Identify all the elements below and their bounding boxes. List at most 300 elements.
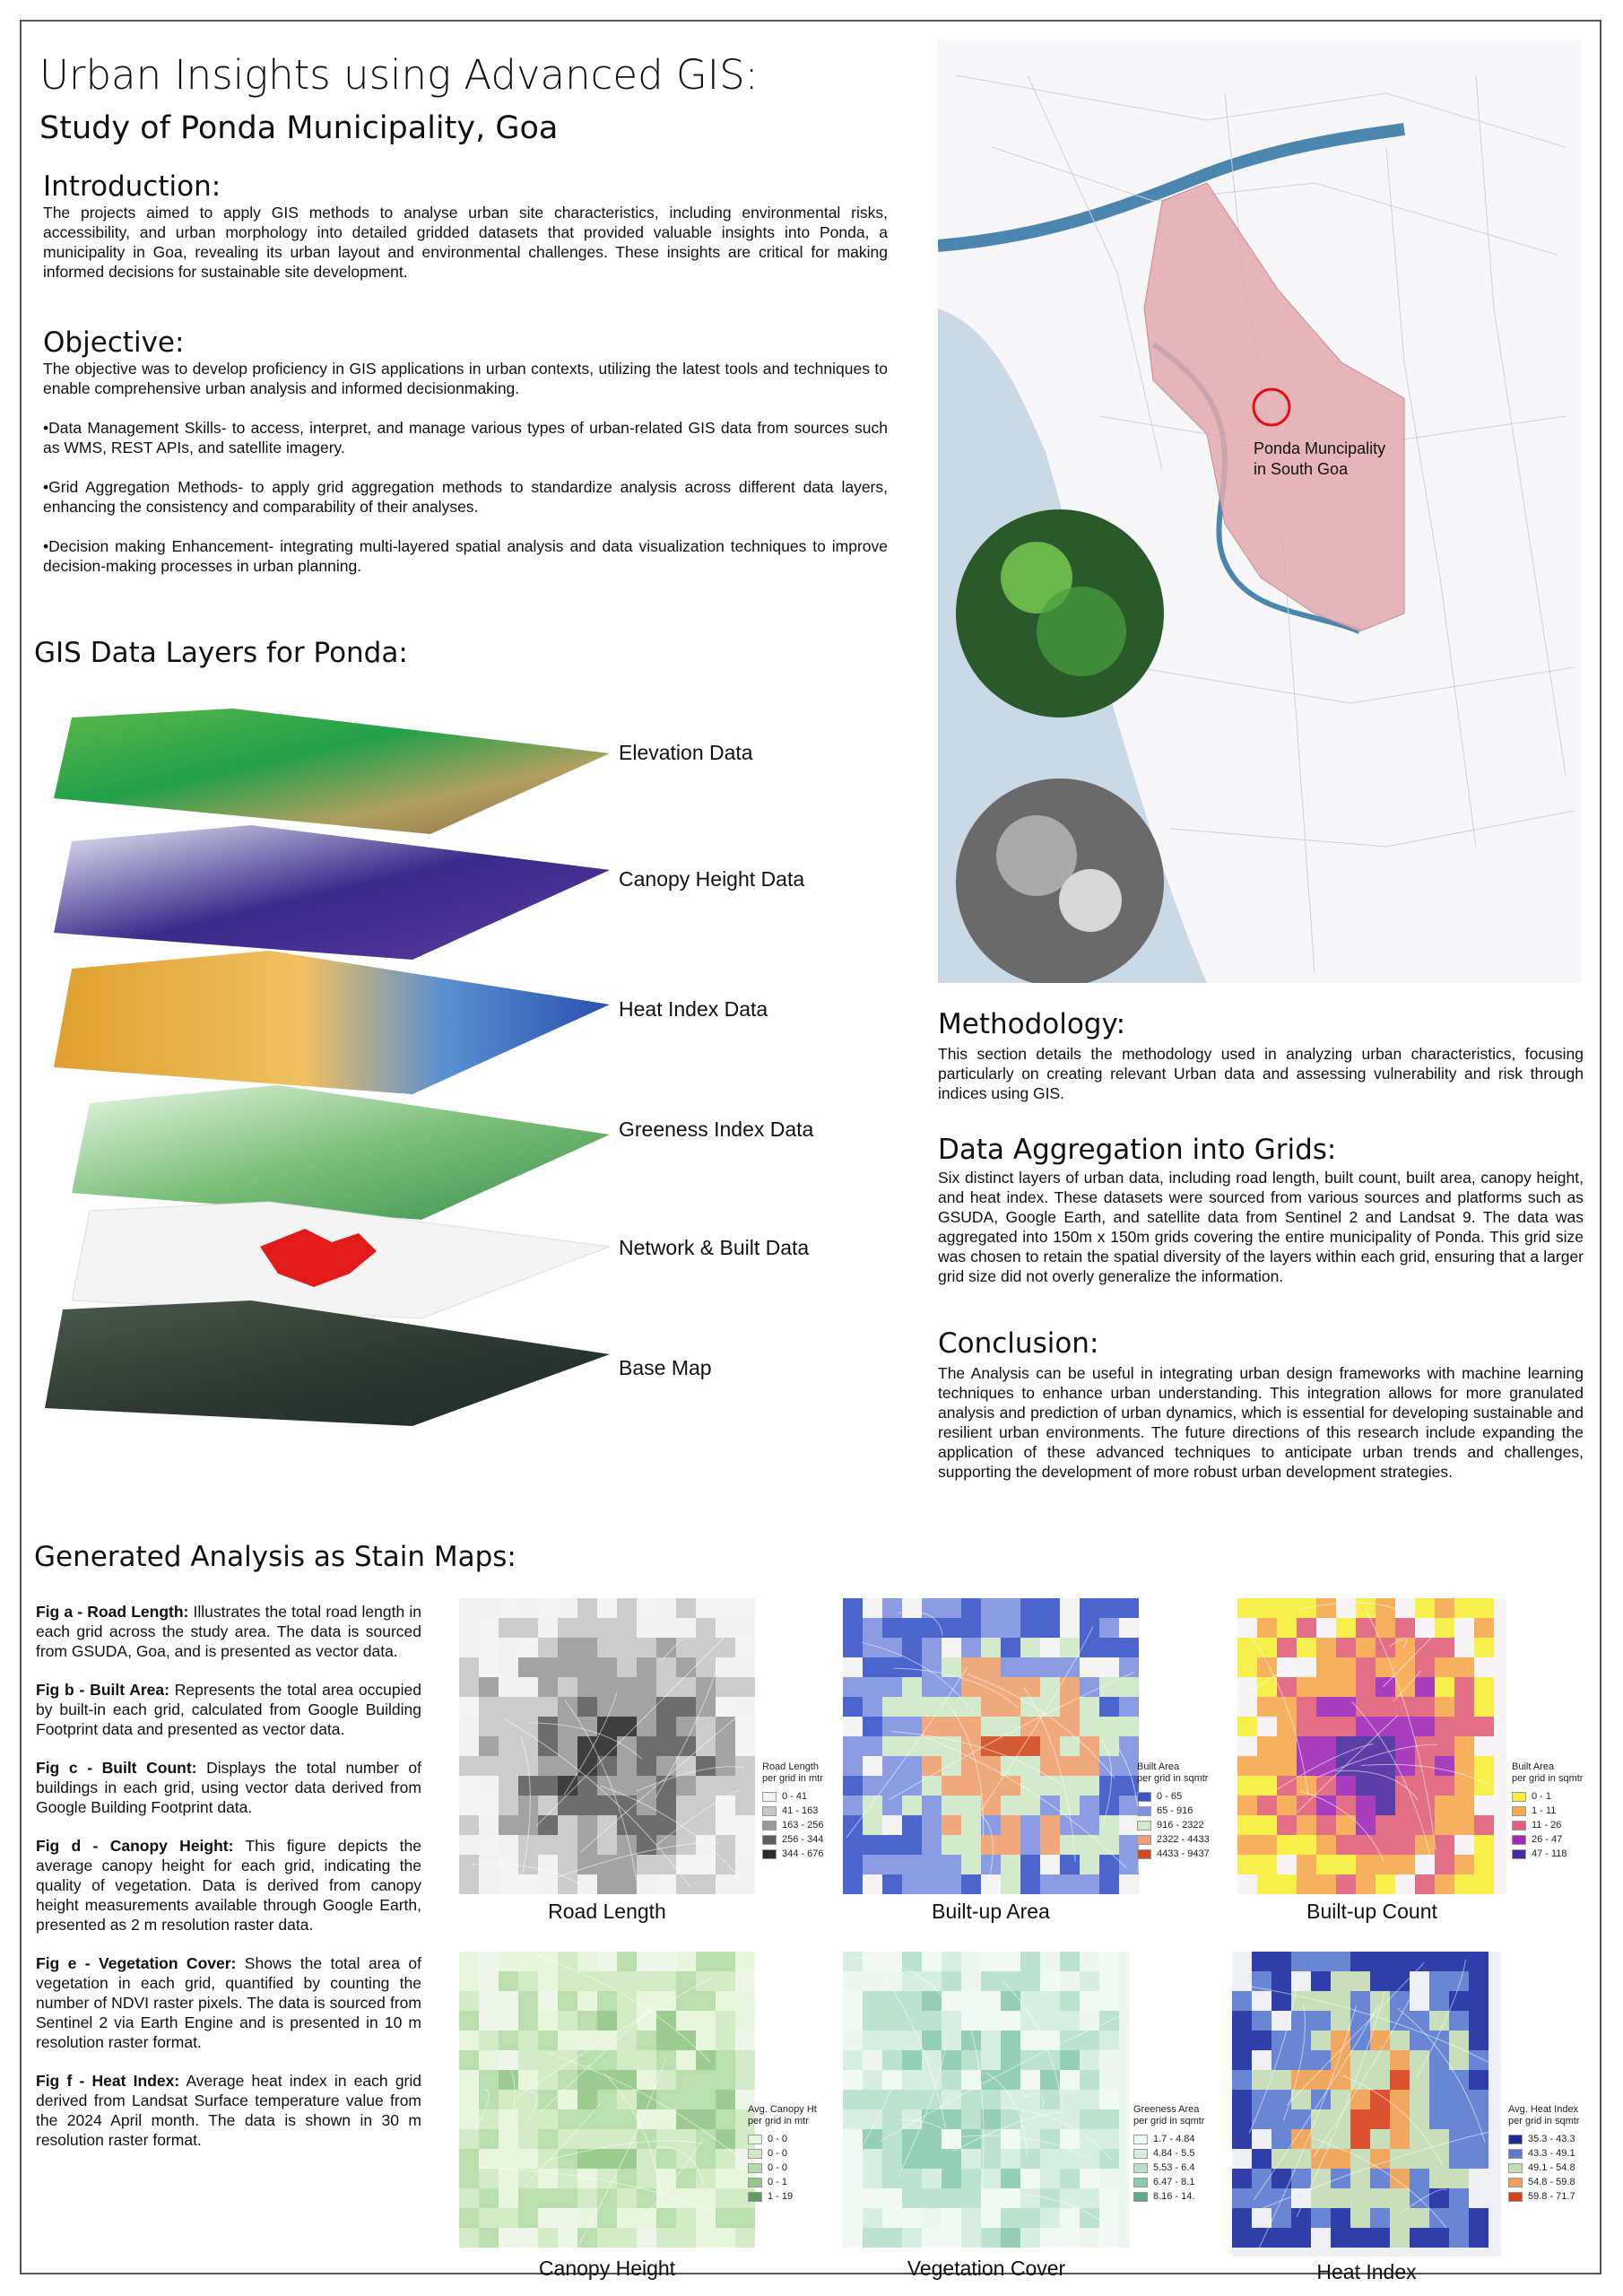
grid-cell — [656, 1717, 676, 1736]
grid-cell — [1390, 2011, 1410, 2031]
legend-entry — [1512, 1789, 1584, 1804]
grid-cell — [1395, 1756, 1415, 1776]
grid-cell — [1376, 1874, 1395, 1894]
grid-cell — [882, 2090, 902, 2109]
grid-cell — [617, 1618, 637, 1638]
grid-cell — [1232, 1991, 1252, 2011]
grid-cell — [1356, 1697, 1376, 1717]
grid-cell — [1435, 1598, 1454, 1618]
grid-cell — [499, 1776, 518, 1796]
grid-cell — [696, 1991, 716, 2011]
grid-cell — [942, 2011, 961, 2031]
legend-entry — [1512, 1818, 1584, 1832]
grid-cell — [1469, 2011, 1488, 2031]
grid-cell — [696, 1776, 716, 1796]
grid-cell — [656, 1736, 676, 1756]
grid-cell — [1020, 1598, 1040, 1618]
grid-cell — [1429, 2129, 1449, 2149]
grid-cell — [1435, 1657, 1454, 1677]
legend-entry — [1508, 2146, 1591, 2161]
grid-cell — [499, 1971, 518, 1991]
legend-swatch — [1508, 2149, 1523, 2159]
grid-cell — [1415, 1638, 1435, 1657]
grid-cell — [1390, 2090, 1410, 2109]
grid-cell — [922, 2129, 942, 2149]
grid-cell — [1257, 1697, 1277, 1717]
grid-cell — [1449, 2169, 1469, 2188]
grid-cell — [1001, 1677, 1020, 1697]
grid-cell — [1099, 1776, 1119, 1796]
map-label-line1: Ponda Muncipality — [1254, 439, 1386, 457]
grid-cell — [1080, 1736, 1099, 1756]
grid-cell — [459, 2031, 479, 2050]
grid-cell — [459, 2169, 479, 2188]
grid-cell — [1297, 1756, 1316, 1776]
conclusion-text: The Analysis can be useful in integrating urban design frameworks with machine learning techniques to enhance urban understanding. This integration allows for more granulated analysis and prediction of urban dynamics, which is essential for developing sustainable and resilient urban environments. The future directions of this research include expanding the application of these advanced techniques to anticipate urban trends and challenges, supporting the development of more robust urban development strategies. — [938, 1364, 1584, 1481]
grid-cell — [1350, 2208, 1370, 2228]
grid-cell — [1040, 1717, 1060, 1736]
grid-cell — [863, 2208, 882, 2228]
grid-cell — [1454, 1717, 1474, 1736]
grid-cell — [538, 2109, 558, 2129]
road-length-grid — [459, 1598, 755, 1894]
layer-label-heat: Heat Index Data — [619, 997, 768, 1021]
objective-bullet: •Data Management Skills- to access, interpret, and manage various types of urban-related GIS data from sources such as WMS, REST APIs, and satellite imagery. — [43, 419, 888, 457]
grid-cell — [942, 2169, 961, 2188]
grid-cell — [1474, 1638, 1494, 1657]
grid-cell — [1469, 1952, 1488, 1971]
grid-cell — [1316, 1717, 1336, 1736]
grid-cell — [637, 2031, 656, 2050]
grid-cell — [637, 1618, 656, 1638]
grid-cell — [459, 1991, 479, 2011]
legend-label: 344 - 676 — [782, 1848, 824, 1859]
caption-road-length: Road Length — [548, 1900, 666, 1923]
grid-cell — [1350, 2109, 1370, 2129]
grid-cell — [1395, 1815, 1415, 1835]
grid-cell — [656, 1971, 676, 1991]
grid-cell — [1060, 1736, 1080, 1756]
grid-cell — [577, 1638, 597, 1657]
grid-cell — [1271, 2149, 1291, 2169]
grid-cell — [882, 2129, 902, 2149]
grid-cell — [882, 2228, 902, 2248]
grid-cell — [1350, 2129, 1370, 2149]
legend-swatch — [1137, 1835, 1151, 1845]
grid-cell — [1277, 1677, 1297, 1697]
grid-cell — [499, 1638, 518, 1657]
grid-cell — [1291, 2208, 1311, 2228]
caption-built-area: Built-up Area — [932, 1900, 1050, 1923]
grid-cell — [863, 1776, 882, 1796]
legend-swatch — [1512, 1821, 1526, 1831]
stain-map-heat-index — [1232, 1952, 1580, 2283]
grid-cell — [922, 2011, 942, 2031]
grid-cell — [577, 1697, 597, 1717]
legend-label: 256 - 344 — [782, 1833, 824, 1845]
grid-cell — [538, 1618, 558, 1638]
grid-cell — [1237, 1815, 1257, 1835]
grid-cell — [1080, 1638, 1099, 1657]
heat-index-grid — [1232, 1952, 1501, 2257]
grid-cell — [1119, 1677, 1139, 1697]
grid-cell — [922, 1638, 942, 1657]
caption-vegetation-cover: Vegetation Cover — [907, 2257, 1066, 2280]
grid-cell — [637, 1657, 656, 1677]
grid-cell — [459, 1835, 479, 1855]
grid-cell — [617, 1952, 637, 1971]
grid-cell — [676, 2090, 696, 2109]
grid-cell — [1099, 1971, 1119, 1991]
grid-cell — [843, 1736, 863, 1756]
grid-cell — [577, 1991, 597, 2011]
grid-cell — [479, 2129, 499, 2149]
grid-cell — [922, 1717, 942, 1736]
grid-cell — [902, 1776, 922, 1796]
grid-cell — [1376, 1815, 1395, 1835]
grid-cell — [961, 2169, 981, 2188]
grid-cell — [981, 2188, 1001, 2208]
grid-cell — [1376, 1796, 1395, 1815]
grid-cell — [538, 1677, 558, 1697]
legend-entry — [762, 1818, 834, 1832]
grid-cell — [1336, 1874, 1356, 1894]
grid-cell — [1060, 1991, 1080, 2011]
grid-cell — [1020, 2169, 1040, 2188]
grid-cell — [696, 2169, 716, 2188]
grid-cell — [961, 1835, 981, 1855]
grid-cell — [1429, 2070, 1449, 2090]
grid-cell — [597, 1796, 617, 1815]
legend-label: 35.3 - 43.3 — [1528, 2133, 1575, 2144]
grid-cell — [1429, 1971, 1449, 1991]
grid-cell — [1291, 2090, 1311, 2109]
grid-cell — [882, 1855, 902, 1874]
objective-heading: Objective: — [43, 326, 185, 359]
grid-cell — [499, 2208, 518, 2228]
grid-cell — [942, 2070, 961, 2090]
grid-cell — [1316, 1835, 1336, 1855]
grid-cell — [1001, 2109, 1020, 2129]
grid-cell — [1376, 1638, 1395, 1657]
grid-cell — [843, 2169, 863, 2188]
legend-label: 8.16 - 14. — [1153, 2190, 1195, 2202]
legend-swatch — [1133, 2135, 1148, 2144]
grid-cell — [597, 1657, 617, 1677]
grid-cell — [735, 1697, 755, 1717]
grid-cell — [1020, 2050, 1040, 2070]
grid-cell — [479, 1717, 499, 1736]
grid-cell — [499, 2129, 518, 2149]
grid-cell — [1040, 1618, 1060, 1638]
legend-label: 0 - 0 — [768, 2161, 788, 2173]
legend-entry — [748, 2132, 829, 2146]
base-map-layer — [45, 1300, 610, 1426]
grid-cell — [676, 1657, 696, 1677]
grid-cell — [843, 1855, 863, 1874]
grid-cell — [656, 2031, 676, 2050]
grid-cell — [1040, 2169, 1060, 2188]
grid-cell — [1060, 2129, 1080, 2149]
grid-cell — [696, 2031, 716, 2050]
grid-cell — [1060, 1697, 1080, 1717]
grid-cell — [538, 2031, 558, 2050]
grid-cell — [1099, 2031, 1119, 2050]
grid-cell — [499, 2169, 518, 2188]
grid-cell — [1336, 1835, 1356, 1855]
grid-cell — [676, 2050, 696, 2070]
grid-cell — [1469, 1971, 1488, 1991]
legend-label: 65 - 916 — [1157, 1805, 1193, 1816]
grid-cell — [1331, 2090, 1350, 2109]
grid-cell — [479, 1855, 499, 1874]
methodology-heading: Methodology: — [938, 1008, 1126, 1040]
grid-cell — [1099, 1697, 1119, 1717]
grid-cell — [1271, 2070, 1291, 2090]
grid-cell — [1449, 1991, 1469, 2011]
grid-cell — [518, 1952, 538, 1971]
legend-entry — [1137, 1818, 1218, 1832]
grid-cell — [637, 1815, 656, 1835]
grid-cell — [1376, 1657, 1395, 1677]
grid-cell — [558, 1835, 577, 1855]
grid-cell — [1277, 1796, 1297, 1815]
grid-cell — [1080, 2070, 1099, 2090]
grid-cell — [597, 1874, 617, 1894]
grid-cell — [1429, 1991, 1449, 2011]
grid-cell — [1469, 2050, 1488, 2070]
canopy-layer — [54, 825, 610, 960]
grid-cell — [961, 1991, 981, 2011]
grid-cell — [1435, 1815, 1454, 1835]
grid-cell — [716, 2090, 735, 2109]
grid-cell — [1316, 1736, 1336, 1756]
grid-cell — [1237, 1796, 1257, 1815]
grid-cell — [479, 1598, 499, 1618]
legend-swatch — [748, 2149, 762, 2159]
grid-cell — [676, 1697, 696, 1717]
grid-cell — [1316, 1638, 1336, 1657]
grid-cell — [499, 2109, 518, 2129]
grid-cell — [1099, 2188, 1119, 2208]
grid-cell — [617, 2011, 637, 2031]
grid-cell — [1232, 2070, 1252, 2090]
grid-cell — [981, 2228, 1001, 2248]
grid-cell — [459, 1638, 479, 1657]
grid-cell — [577, 1776, 597, 1796]
figure-descriptions — [36, 1602, 421, 2169]
grid-cell — [558, 1874, 577, 1894]
grid-cell — [1336, 1776, 1356, 1796]
introduction-heading: Introduction: — [43, 170, 221, 203]
grid-cell — [981, 1717, 1001, 1736]
introduction-text: The projects aimed to apply GIS methods to analyse urban site characteristics, including environmental risks, accessibility, and urban morphology into detailed gridded datasets that provided valuable insights into Ponda, a municipality in Goa, revealing its urban layout and environmental challenges. These insights are critical for making informed decisions for sustainable site development. — [43, 204, 888, 281]
grid-cell — [1257, 1874, 1277, 1894]
grid-cell — [1060, 1874, 1080, 1894]
grid-cell — [863, 1952, 882, 1971]
grid-cell — [863, 2070, 882, 2090]
grid-cell — [676, 1677, 696, 1697]
grid-cell — [1390, 2031, 1410, 2050]
layer-label-elevation: Elevation Data — [619, 741, 753, 764]
grid-cell — [617, 1598, 637, 1618]
objective-bullet: •Decision making Enhancement- integrating multi-layered spatial analysis and data visualization techniques to improve decision-making processes in urban planning. — [43, 537, 888, 575]
grid-cell — [499, 2149, 518, 2169]
grid-cell — [1099, 2090, 1119, 2109]
grid-cell — [597, 2011, 617, 2031]
grid-cell — [637, 1776, 656, 1796]
grid-cell — [1429, 2090, 1449, 2109]
grid-cell — [1390, 2169, 1410, 2188]
grid-cell — [459, 2188, 479, 2208]
legend-label: 26 - 47 — [1532, 1833, 1563, 1845]
caption-canopy-height: Canopy Height — [538, 2257, 676, 2280]
grid-cell — [479, 1815, 499, 1835]
grid-cell — [1257, 1618, 1277, 1638]
grid-cell — [1410, 2169, 1429, 2188]
grid-cell — [981, 2208, 1001, 2228]
grid-cell — [459, 1815, 479, 1835]
grid-cell — [459, 1756, 479, 1776]
grid-cell — [1020, 2208, 1040, 2228]
grid-cell — [1001, 2011, 1020, 2031]
grid-cell — [1020, 1638, 1040, 1657]
legend-swatch — [1133, 2178, 1148, 2187]
grid-cell — [1311, 2208, 1331, 2228]
grid-cell — [1119, 1796, 1139, 1815]
grid-cell — [1001, 1855, 1020, 1874]
grid-cell — [882, 1796, 902, 1815]
grid-cell — [1020, 1874, 1040, 1894]
grid-cell — [499, 1717, 518, 1736]
grid-cell — [1257, 1776, 1277, 1796]
grid-cell — [716, 2070, 735, 2090]
legend-entry — [1133, 2146, 1214, 2161]
grid-cell — [902, 2169, 922, 2188]
grid-cell — [1395, 1657, 1415, 1677]
grid-cell — [882, 2031, 902, 2050]
grid-cell — [637, 1697, 656, 1717]
page-title: Urban Insights using Advanced GIS: — [39, 51, 759, 99]
legend-label: 4.84 - 5.5 — [1153, 2147, 1195, 2159]
grid-cell — [942, 2109, 961, 2129]
grid-cell — [1297, 1835, 1316, 1855]
grid-cell — [1001, 1835, 1020, 1855]
grid-cell — [1080, 2109, 1099, 2129]
grid-cell — [1469, 2129, 1488, 2149]
grid-cell — [961, 2109, 981, 2129]
grid-cell — [961, 2188, 981, 2208]
grid-cell — [1370, 2208, 1390, 2228]
grid-cell — [1311, 2070, 1331, 2090]
grid-cell — [902, 2090, 922, 2109]
grid-cell — [1390, 2208, 1410, 2228]
grid-cell — [1336, 1717, 1356, 1736]
grid-cell — [479, 2149, 499, 2169]
grid-cell — [499, 1697, 518, 1717]
grid-cell — [617, 2050, 637, 2070]
grid-cell — [961, 2011, 981, 2031]
legend-swatch — [1137, 1849, 1151, 1859]
grid-cell — [843, 2050, 863, 2070]
grid-cell — [459, 2011, 479, 2031]
grid-cell — [843, 1815, 863, 1835]
grid-cell — [902, 1835, 922, 1855]
grid-cell — [597, 2228, 617, 2248]
grid-cell — [1277, 1598, 1297, 1618]
grid-cell — [716, 1677, 735, 1697]
grid-cell — [617, 2129, 637, 2149]
grid-cell — [1336, 1697, 1356, 1717]
grid-cell — [676, 1598, 696, 1618]
grid-cell — [499, 1796, 518, 1815]
legend-label: 916 - 2322 — [1157, 1819, 1204, 1831]
grid-cell — [479, 1736, 499, 1756]
grid-cell — [1001, 1952, 1020, 1971]
grid-cell — [459, 2228, 479, 2248]
grid-cell — [459, 2149, 479, 2169]
grid-cell — [1316, 1657, 1336, 1677]
grid-cell — [617, 1736, 637, 1756]
grid-cell — [1020, 1677, 1040, 1697]
grid-cell — [1454, 1657, 1474, 1677]
grid-cell — [1449, 2031, 1469, 2050]
grid-cell — [1119, 1717, 1139, 1736]
grid-cell — [1099, 1874, 1119, 1894]
grid-cell — [617, 1756, 637, 1776]
grid-cell — [597, 1677, 617, 1697]
grid-cell — [577, 1971, 597, 1991]
grid-cell — [1435, 1874, 1454, 1894]
grid-cell — [1099, 1736, 1119, 1756]
fig-f-description: Fig f - Heat Index: Average heat index in each grid derived from Landsat Surface temperature value from the 2024 April month. The data is shown in 30 m resolution raster format. — [36, 2072, 422, 2149]
grid-cell — [716, 1971, 735, 1991]
grid-cell — [459, 1598, 479, 1618]
legend-swatch — [1133, 2192, 1148, 2202]
grid-cell — [961, 2228, 981, 2248]
grid-cell — [961, 1657, 981, 1677]
grid-cell — [882, 1598, 902, 1618]
grid-cell — [942, 1835, 961, 1855]
grid-cell — [863, 1736, 882, 1756]
grid-cell — [1060, 1677, 1080, 1697]
grid-cell — [1316, 1598, 1336, 1618]
grid-cell — [1040, 1991, 1060, 2011]
grid-cell — [1336, 1855, 1356, 1874]
grid-cell — [637, 1677, 656, 1697]
grid-cell — [1469, 1991, 1488, 2011]
grid-cell — [1435, 1697, 1454, 1717]
grid-cell — [617, 1874, 637, 1894]
grid-cell — [1370, 2129, 1390, 2149]
grid-cell — [637, 2208, 656, 2228]
grid-cell — [1390, 2070, 1410, 2090]
grid-cell — [1331, 2169, 1350, 2188]
grid-cell — [558, 1638, 577, 1657]
grid-cell — [1040, 1657, 1060, 1677]
grid-cell — [1331, 2011, 1350, 2031]
grid-cell — [843, 1776, 863, 1796]
grid-cell — [518, 1618, 538, 1638]
grid-cell — [1277, 1618, 1297, 1638]
legend-built-area: Built Area per grid in sqmtr 0 - 65 65 - 916 916 - 2322 2322 - 4433 4433 - 9437 — [1137, 1761, 1218, 1861]
grid-cell — [1099, 2129, 1119, 2149]
grid-cell — [597, 2050, 617, 2070]
grid-cell — [1020, 1952, 1040, 1971]
grid-cell — [843, 1991, 863, 2011]
grid-cell — [863, 1677, 882, 1697]
grid-cell — [577, 2228, 597, 2248]
